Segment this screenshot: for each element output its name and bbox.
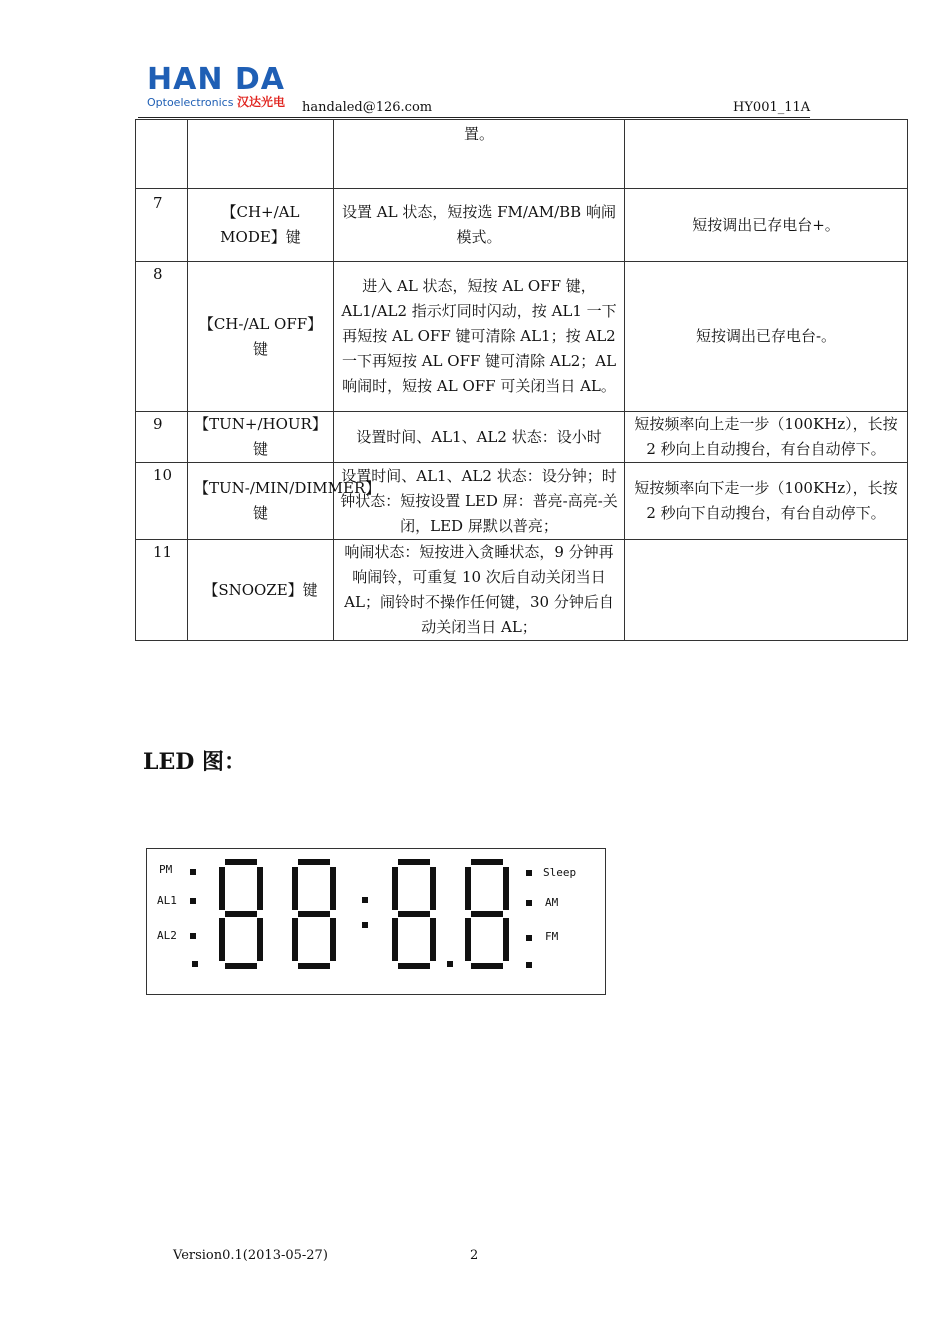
header-doc-code: HY001_11A (733, 100, 811, 115)
row-function-primary: 进入 AL 状态，短按 AL OFF 键，AL1/AL2 指示灯同时闪动，按 AL1 一下再短按 AL OFF 键可清除 AL1；按 AL2 一下再短按 AL OFF 键可清除 AL2；AL 响闹时，短按 AL OFF 可关闭当日 AL。 (334, 262, 625, 412)
led-digit-3-segment-a (398, 859, 430, 865)
row-key: 【CH-/AL OFF】键 (188, 262, 334, 412)
led-digit-1-segment-d (225, 963, 257, 969)
row-key: 【TUN+/HOUR】键 (188, 412, 334, 463)
key-function-table (135, 119, 908, 641)
row-function-secondary (625, 120, 908, 189)
table-row (136, 189, 908, 262)
led-digit-4-segment-e (465, 918, 471, 961)
led-digit-2-segment-a (298, 859, 330, 865)
led-digit-4-segment-b (503, 867, 509, 910)
header-divider (138, 117, 810, 118)
led-digit-4-segment-c (503, 918, 509, 961)
led-digit-1-segment-e (219, 918, 225, 961)
row-function-primary: 置。 (334, 120, 625, 189)
row-function-secondary: 短按调出已存电台-。 (625, 262, 908, 412)
table-row (136, 412, 908, 463)
table-row (136, 540, 908, 641)
led-section-title: LED 图： (143, 749, 246, 775)
table-row (136, 463, 908, 540)
led-digit-2-segment-f (292, 867, 298, 910)
footer-version: Version0.1(2013-05-27) (173, 1248, 328, 1263)
led-digit-2-segment-d (298, 963, 330, 969)
led-indicator-al2 (190, 933, 196, 939)
row-number (136, 120, 188, 189)
row-number: 11 (136, 540, 188, 641)
led-label-al1: AL1 (157, 894, 177, 907)
led-digit-3-segment-c (430, 918, 436, 961)
row-key: 【CH+/AL MODE】键 (188, 189, 334, 262)
company-logo (147, 64, 297, 109)
led-digit-2-segment-e (292, 918, 298, 961)
led-label-sleep: Sleep (543, 866, 577, 879)
row-number: 10 (136, 463, 188, 540)
row-function-secondary: 短按频率向上走一步（100KHz），长按 2 秒向上自动搜台，有台自动停下。 (625, 412, 908, 463)
led-digit-2-segment-b (330, 867, 336, 910)
led-label-al2: AL2 (157, 929, 177, 942)
row-function-secondary: 短按频率向下走一步（100KHz），长按 2 秒向下自动搜台，有台自动停下。 (625, 463, 908, 540)
led-indicator-al1 (190, 898, 196, 904)
led-digit-1-segment-b (257, 867, 263, 910)
led-colon-lower (362, 922, 368, 928)
header-email: handaled@126.com (302, 100, 433, 115)
led-digit-4-segment-f (465, 867, 471, 910)
led-digit-4-segment-d (471, 963, 503, 969)
row-number: 9 (136, 412, 188, 463)
led-digit-2-segment-c (330, 918, 336, 961)
led-label-fm: FM (545, 930, 559, 943)
row-key: 【TUN-/MIN/DIMMER】键 (188, 463, 334, 540)
led-indicator-sleep (526, 870, 532, 876)
row-number: 8 (136, 262, 188, 412)
row-function-primary: 设置时间、AL1、AL2 状态：设分钟；时钟状态：短按设置 LED 屏：普亮-高亮-关闭，LED 屏默以普亮； (334, 463, 625, 540)
row-function-secondary (625, 540, 908, 641)
led-digit-3-segment-e (392, 918, 398, 961)
led-colon-upper (362, 897, 368, 903)
footer-page-number: 2 (470, 1248, 479, 1263)
led-digit-3-segment-d (398, 963, 430, 969)
row-key: 【SNOOZE】键 (188, 540, 334, 641)
led-decimal-point (447, 961, 453, 967)
table-row (136, 262, 908, 412)
logo-sub-cn: 汉达光电 (236, 95, 285, 109)
led-digit-4-segment-g (471, 911, 503, 917)
row-key (188, 120, 334, 189)
led-digit-1-segment-a (225, 859, 257, 865)
led-digit-3-segment-f (392, 867, 398, 910)
row-number: 7 (136, 189, 188, 262)
led-indicator-pm (190, 869, 196, 875)
row-function-secondary: 短按调出已存电台+。 (625, 189, 908, 262)
logo-sub-en: Optoelectronics (147, 96, 234, 109)
led-indicator-bottom-left (192, 961, 198, 967)
row-function-primary: 响闹状态：短按进入贪睡状态，9 分钟再响闹铃，可重复 10 次后自动关闭当日 AL；闹铃时不操作任何键，30 分钟后自动关闭当日 AL； (334, 540, 625, 641)
logo-subtitle (147, 96, 297, 109)
led-indicator-bottom-right (526, 962, 532, 968)
led-indicator-am (526, 900, 532, 906)
led-display-diagram (146, 848, 606, 995)
row-function-primary: 设置时间、AL1、AL2 状态：设小时 (334, 412, 625, 463)
led-label-pm: PM (159, 863, 173, 876)
led-digit-4-segment-a (471, 859, 503, 865)
led-digit-2-segment-g (298, 911, 330, 917)
led-digit-3-segment-g (398, 911, 430, 917)
led-label-am: AM (545, 896, 559, 909)
table-row (136, 120, 908, 189)
led-digit-1-segment-g (225, 911, 257, 917)
logo-main-text: HAN DA (147, 62, 285, 97)
led-indicator-fm (526, 935, 532, 941)
led-digit-3-segment-b (430, 867, 436, 910)
led-digit-1-segment-c (257, 918, 263, 961)
led-digit-1-segment-f (219, 867, 225, 910)
row-function-primary: 设置 AL 状态，短按选 FM/AM/BB 响闹模式。 (334, 189, 625, 262)
